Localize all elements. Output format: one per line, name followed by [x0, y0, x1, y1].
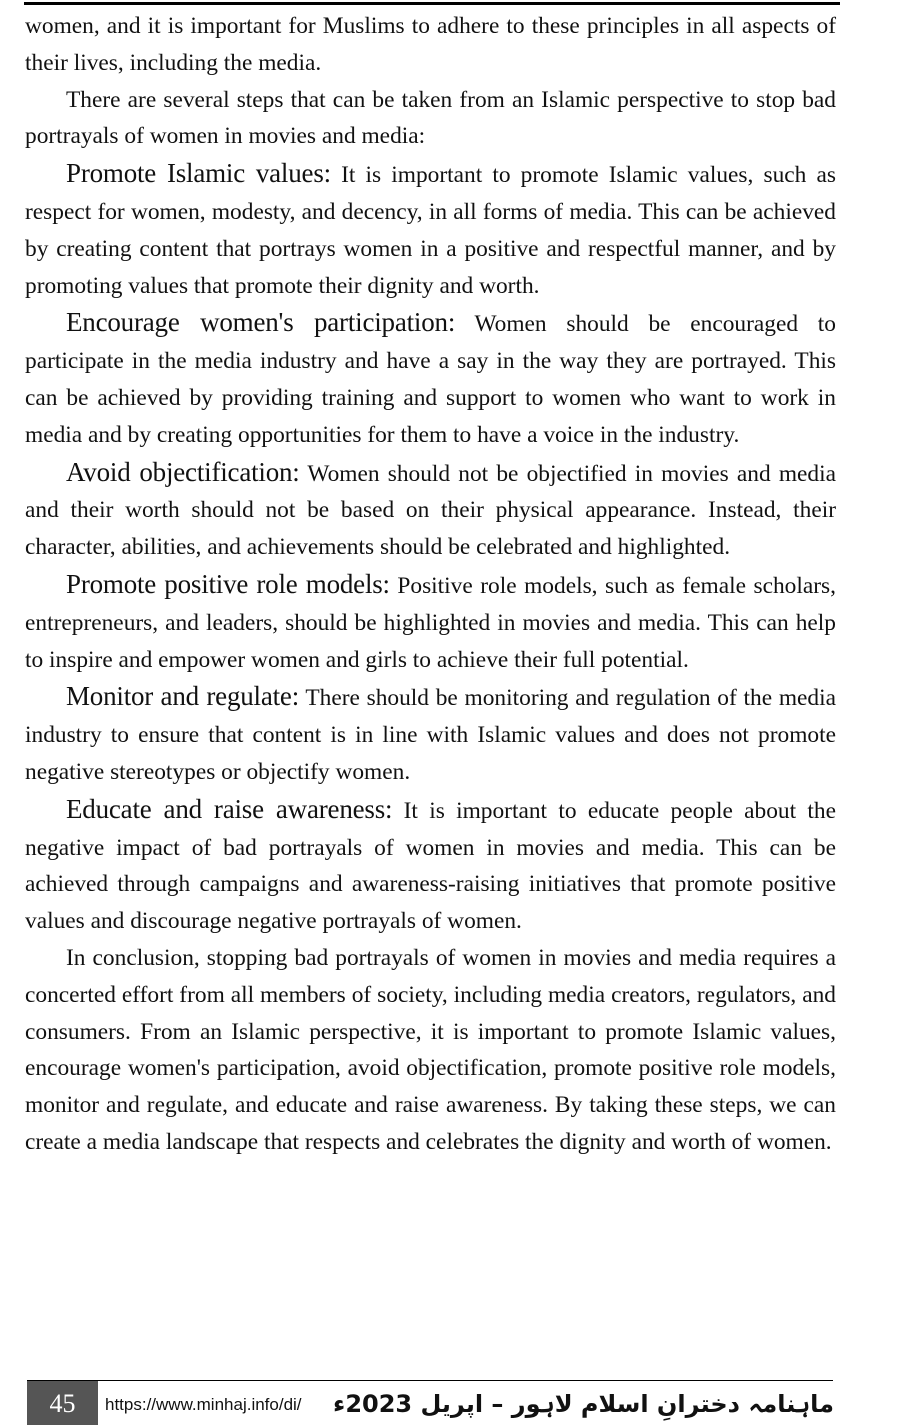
point-heading: Monitor and regulate: — [66, 681, 300, 712]
footer-masthead: ماہنامہ دخترانِ اسلام لاہور – اپریل 2023ء — [333, 1390, 834, 1418]
point-role-models — [25, 566, 836, 678]
footer-rule — [27, 1380, 833, 1381]
point-text: Women should be encouraged to participate in the media industry and have a say in the way they are portrayed. This can be achieved by providing training and support to women who want to work in media and by creating opportunities for them to have a voice in the industry. — [25, 311, 836, 448]
point-encourage-participation — [25, 304, 836, 453]
point-text: Women should not be objectified in movies and media and their worth should not be based on their physical appearance. Instead, their character, abilities, and achievements should be celebrated and highlighted. — [25, 460, 836, 561]
point-text: There should be monitoring and regulation of the media industry to ensure that content is in line with Islamic values and does not promote negative stereotypes or objectify women. — [25, 685, 836, 785]
point-monitor-regulate — [25, 678, 836, 790]
point-heading: Promote positive role models: — [66, 568, 390, 599]
footer-url: https://www.minhaj.info/di/ — [105, 1395, 302, 1414]
point-heading: Promote Islamic values: — [66, 158, 331, 189]
point-heading: Avoid objectification: — [66, 456, 300, 487]
paragraph-continued: women, and it is important for Muslims to adhere to these principles in all aspects of their lives, including the media. — [25, 13, 836, 76]
page-number: 45 — [27, 1381, 98, 1425]
point-text: It is important to educate people about the negative impact of bad portrayals of women in movies and media. This can be achieved through campaigns and awareness-raising initiatives that promote positive values and discourage negative portrayals of women. — [25, 797, 836, 935]
point-heading: Educate and raise awareness: — [66, 793, 393, 824]
point-text: It is important to promote Islamic values, such as respect for women, modesty, and decency, in all forms of media. This can be achieved by creating content that portrays women in a positive and respectful manner, and by promoting values that promote their dignity and worth. — [25, 162, 837, 299]
point-heading: Encourage women's participation: — [66, 307, 456, 338]
point-avoid-objectification — [25, 454, 836, 566]
point-promote-islamic-values — [25, 155, 836, 304]
paragraph-intro: There are several steps that can be taken from an Islamic perspective to stop bad portrayals of women in movies and media: — [25, 86, 836, 150]
point-educate-awareness — [25, 791, 836, 940]
paragraph-conclusion: In conclusion, stopping bad portrayals of women in movies and media requires a concerted effort from all members of society, including media creators, regulators, and consumers. From an Islamic perspective, it is important to promote Islamic values, encourage women's participation, avoid objectification, promote positive role models, monitor and regulate, and educate and raise awareness. By taking these steps, we can create a media landscape that respects and celebrates the dignity and worth of women. — [25, 944, 836, 1155]
article-body — [25, 8, 836, 1161]
top-rule — [24, 2, 840, 5]
point-text: Positive role models, such as female scholars, entrepreneurs, and leaders, should be highlighted in movies and media. This can help to inspire and empower women and girls to achieve their full potential. — [25, 572, 837, 673]
